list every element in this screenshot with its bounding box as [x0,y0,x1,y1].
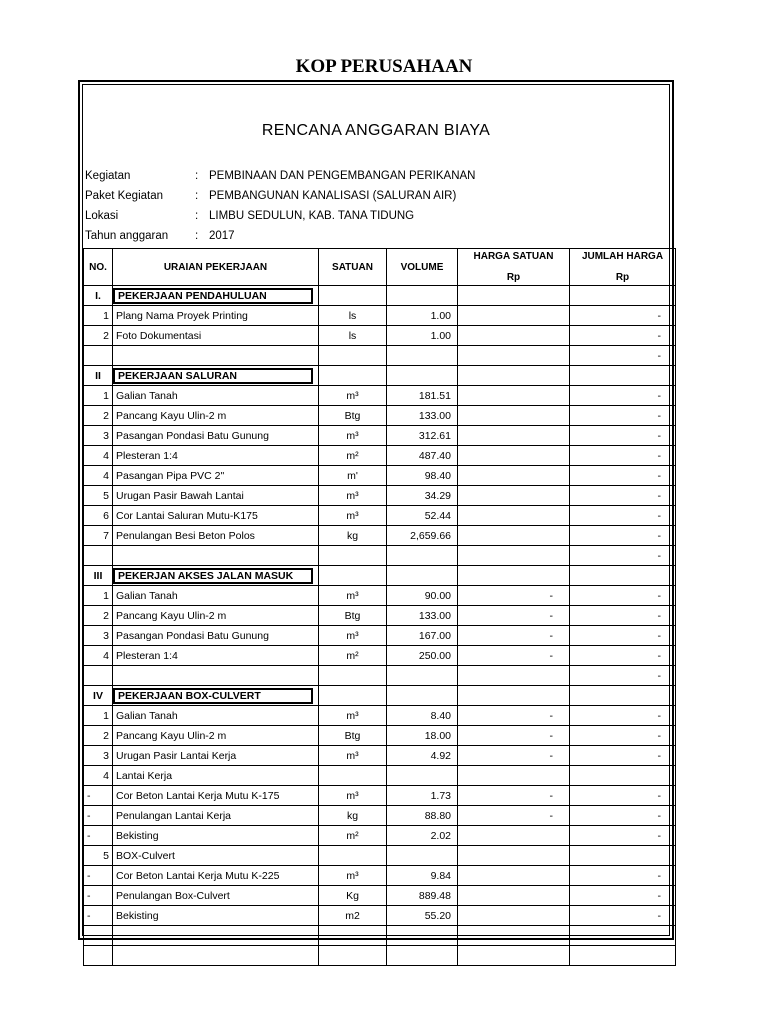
row-total-price: - [570,726,676,746]
row-unit-price: - [458,586,570,606]
row-no: 3 [84,426,113,446]
row-description: Pancang Kayu Ulin-2 m [113,606,319,626]
table-row [84,866,676,886]
empty-cell [319,346,387,366]
row-description: BOX-Culvert [113,846,319,866]
row-unit: m³ [319,866,387,886]
row-volume: 4.92 [387,746,458,766]
row-description: Foto Dokumentasi [113,326,319,346]
table-row [84,706,676,726]
row-unit: m³ [319,706,387,726]
row-unit-price: - [458,726,570,746]
table-row [84,306,676,326]
row-unit: m² [319,826,387,846]
row-unit: Kg [319,886,387,906]
table-row [84,406,676,426]
subtotal-row [84,666,676,686]
row-unit-price: - [458,646,570,666]
header-uraian: URAIAN PEKERJAAN [113,249,319,286]
row-no: 2 [84,726,113,746]
empty-cell [319,666,387,686]
row-volume: 18.00 [387,726,458,746]
empty-cell [319,286,387,306]
row-no: - [84,826,113,846]
table-row [84,386,676,406]
empty-cell [84,926,113,946]
row-volume: 90.00 [387,586,458,606]
row-description: Urugan Pasir Lantai Kerja [113,746,319,766]
section-title: PEKERJAAN BOX-CULVERT [113,686,319,706]
empty-cell [458,566,570,586]
empty-cell [113,926,319,946]
header-satuan: SATUAN [319,249,387,286]
row-total-price: - [570,606,676,626]
table-row [84,626,676,646]
row-description: Penulangan Box-Culvert [113,886,319,906]
row-no: 1 [84,386,113,406]
empty-cell [458,346,570,366]
row-description: Pasangan Pipa PVC 2" [113,466,319,486]
row-description: Lantai Kerja [113,766,319,786]
row-unit: ls [319,326,387,346]
row-total-price: - [570,426,676,446]
empty-cell [387,666,458,686]
row-unit: Btg [319,606,387,626]
row-unit-price [458,506,570,526]
row-volume: 88.80 [387,806,458,826]
info-row: Tahun anggaran : 2017 [85,230,235,242]
row-no: 4 [84,446,113,466]
row-unit-price [458,526,570,546]
empty-cell [570,686,676,706]
row-unit: Btg [319,726,387,746]
row-no: IV [84,686,113,706]
table-row [84,446,676,466]
row-description: Cor Lantai Saluran Mutu-K175 [113,506,319,526]
blank-row [84,926,676,946]
row-volume: 312.61 [387,426,458,446]
empty-cell [319,686,387,706]
row-volume: 250.00 [387,646,458,666]
company-letterhead: KOP PERUSAHAAN [295,56,473,77]
empty-cell [319,546,387,566]
empty-cell [570,366,676,386]
row-description: Galian Tanah [113,586,319,606]
row-unit-price [458,766,570,786]
row-volume [387,846,458,866]
row-no: - [84,866,113,886]
row-no: 1 [84,306,113,326]
row-unit: m² [319,646,387,666]
row-volume: 52.44 [387,506,458,526]
empty-cell [458,946,570,966]
empty-cell [458,926,570,946]
section-row [84,566,676,586]
empty-cell [387,546,458,566]
row-unit: m² [319,446,387,466]
row-volume: 1.73 [387,786,458,806]
empty-cell [84,546,113,566]
row-description: Pasangan Pondasi Batu Gunung [113,626,319,646]
row-unit-price [458,406,570,426]
row-unit-price: - [458,626,570,646]
row-no: 2 [84,326,113,346]
row-volume: 133.00 [387,406,458,426]
empty-cell [319,926,387,946]
row-no: 2 [84,606,113,626]
table-row [84,886,676,906]
empty-cell [113,346,319,366]
row-unit-price: - [458,746,570,766]
row-unit: m2 [319,906,387,926]
row-no: 1 [84,586,113,606]
header-no: NO. [84,249,113,286]
row-total-price: - [570,706,676,726]
row-volume: 2.02 [387,826,458,846]
row-unit: Btg [319,406,387,426]
row-no: 2 [84,406,113,426]
empty-cell [458,686,570,706]
empty-cell [84,346,113,366]
row-unit-price [458,866,570,886]
table-row [84,466,676,486]
row-description: Urugan Pasir Bawah Lantai [113,486,319,506]
row-unit-price: - [458,706,570,726]
row-total-price: - [570,406,676,426]
table-row [84,426,676,446]
row-unit-price [458,306,570,326]
header-volume: VOLUME [387,249,458,286]
table-row [84,726,676,746]
row-no: I. [84,286,113,306]
row-total-price: - [570,906,676,926]
empty-cell [84,666,113,686]
row-no: 4 [84,766,113,786]
table-row [84,846,676,866]
empty-cell [458,546,570,566]
table-row [84,606,676,626]
row-description: Plang Nama Proyek Printing [113,306,319,326]
section-row [84,686,676,706]
row-total-price: - [570,746,676,766]
row-unit [319,846,387,866]
document-title: RENCANA ANGGARAN BIAYA [261,122,491,139]
subtotal-cell [570,946,676,966]
row-unit-price [458,846,570,866]
row-unit: m³ [319,506,387,526]
row-description: Pasangan Pondasi Batu Gunung [113,426,319,446]
row-unit-price [458,446,570,466]
row-no: - [84,886,113,906]
empty-cell [387,686,458,706]
row-volume: 55.20 [387,906,458,926]
row-unit-price [458,486,570,506]
row-total-price: - [570,306,676,326]
row-unit: ls [319,306,387,326]
row-unit-price [458,426,570,446]
row-unit-price: - [458,606,570,626]
table-row [84,486,676,506]
section-row [84,366,676,386]
row-no: 1 [84,706,113,726]
row-total-price: - [570,446,676,466]
empty-cell [570,286,676,306]
row-volume: 2,659.66 [387,526,458,546]
empty-cell [319,946,387,966]
table-row [84,646,676,666]
row-description: Pancang Kayu Ulin-2 m [113,726,319,746]
row-unit: m³ [319,586,387,606]
row-total-price: - [570,866,676,886]
row-no: 4 [84,646,113,666]
table-row [84,906,676,926]
table-row [84,766,676,786]
table-row [84,786,676,806]
row-description: Galian Tanah [113,386,319,406]
row-description: Galian Tanah [113,706,319,726]
subtotal-row [84,346,676,366]
row-no: II [84,366,113,386]
row-unit-price [458,886,570,906]
empty-cell [570,566,676,586]
document-frame [78,80,674,940]
row-no: - [84,906,113,926]
subtotal-cell [570,926,676,946]
subtotal-cell: - [570,546,676,566]
row-total-price: - [570,466,676,486]
row-total-price [570,766,676,786]
empty-cell [113,666,319,686]
info-row: Kegiatan : PEMBINAAN DAN PENGEMBANGAN PERIKANAN [85,170,476,182]
row-unit: m³ [319,746,387,766]
table-header-row [84,249,676,286]
empty-cell [113,546,319,566]
row-description: Cor Beton Lantai Kerja Mutu K-225 [113,866,319,886]
row-no: - [84,806,113,826]
row-total-price: - [570,806,676,826]
row-volume: 181.51 [387,386,458,406]
row-unit: m³ [319,486,387,506]
row-unit-price [458,826,570,846]
row-no: 5 [84,486,113,506]
row-total-price: - [570,586,676,606]
row-unit-price [458,906,570,926]
info-row: Paket Kegiatan : PEMBANGUNAN KANALISASI (SALURAN AIR) [85,190,457,202]
row-volume: 133.00 [387,606,458,626]
empty-cell [458,366,570,386]
empty-cell [387,926,458,946]
table-row [84,506,676,526]
row-unit: kg [319,806,387,826]
table-body [84,286,676,966]
section-title: PEKERJAN AKSES JALAN MASUK [113,566,319,586]
empty-cell [458,286,570,306]
empty-cell [387,346,458,366]
row-unit: m³ [319,386,387,406]
section-title: PEKERJAAN SALURAN [113,366,319,386]
row-volume: 487.40 [387,446,458,466]
row-description: Penulangan Besi Beton Polos [113,526,319,546]
row-unit: kg [319,526,387,546]
row-no: 4 [84,466,113,486]
row-description: Bekisting [113,906,319,926]
row-volume: 9.84 [387,866,458,886]
table-row [84,526,676,546]
empty-cell [387,366,458,386]
empty-cell [319,366,387,386]
row-unit-price: - [458,806,570,826]
table-row [84,746,676,766]
subtotal-cell: - [570,666,676,686]
row-description: Cor Beton Lantai Kerja Mutu K-175 [113,786,319,806]
row-unit: m' [319,466,387,486]
row-volume: 167.00 [387,626,458,646]
row-no: 7 [84,526,113,546]
row-no: III [84,566,113,586]
row-no: 3 [84,626,113,646]
section-row [84,286,676,306]
row-unit: m³ [319,626,387,646]
project-info [85,166,475,246]
subtotal-row [84,546,676,566]
info-row: Lokasi : LIMBU SEDULUN, KAB. TANA TIDUNG [85,210,415,222]
table-row [84,806,676,826]
budget-table [83,248,676,966]
row-volume: 8.40 [387,706,458,726]
empty-cell [387,566,458,586]
table-row [84,586,676,606]
row-volume: 1.00 [387,326,458,346]
row-unit-price [458,466,570,486]
row-unit-price: - [458,786,570,806]
header-jumlah-harga: JUMLAH HARGA Rp [570,249,676,286]
row-unit [319,766,387,786]
row-description: Pancang Kayu Ulin-2 m [113,406,319,426]
row-total-price: - [570,646,676,666]
row-unit-price [458,326,570,346]
row-total-price: - [570,506,676,526]
empty-cell [319,566,387,586]
empty-cell [113,946,319,966]
row-total-price [570,846,676,866]
table-row [84,326,676,346]
row-volume [387,766,458,786]
blank-row [84,946,676,966]
row-no: 5 [84,846,113,866]
row-total-price: - [570,326,676,346]
row-unit: m³ [319,426,387,446]
row-volume: 1.00 [387,306,458,326]
row-volume: 34.29 [387,486,458,506]
row-unit: m³ [319,786,387,806]
row-total-price: - [570,386,676,406]
row-description: Plesteran 1:4 [113,646,319,666]
table-row [84,826,676,846]
subtotal-cell: - [570,346,676,366]
row-total-price: - [570,526,676,546]
row-total-price: - [570,486,676,506]
row-volume: 98.40 [387,466,458,486]
empty-cell [387,286,458,306]
header-harga-satuan: HARGA SATUAN Rp [458,249,570,286]
row-no: 3 [84,746,113,766]
row-unit-price [458,386,570,406]
empty-cell [387,946,458,966]
empty-cell [458,666,570,686]
row-description: Plesteran 1:4 [113,446,319,466]
row-description: Bekisting [113,826,319,846]
row-no: - [84,786,113,806]
row-total-price: - [570,786,676,806]
row-volume: 889.48 [387,886,458,906]
empty-cell [84,946,113,966]
row-description: Penulangan Lantai Kerja [113,806,319,826]
row-total-price: - [570,886,676,906]
section-title: PEKERJAAN PENDAHULUAN [113,286,319,306]
row-no: 6 [84,506,113,526]
row-total-price: - [570,626,676,646]
row-total-price: - [570,826,676,846]
